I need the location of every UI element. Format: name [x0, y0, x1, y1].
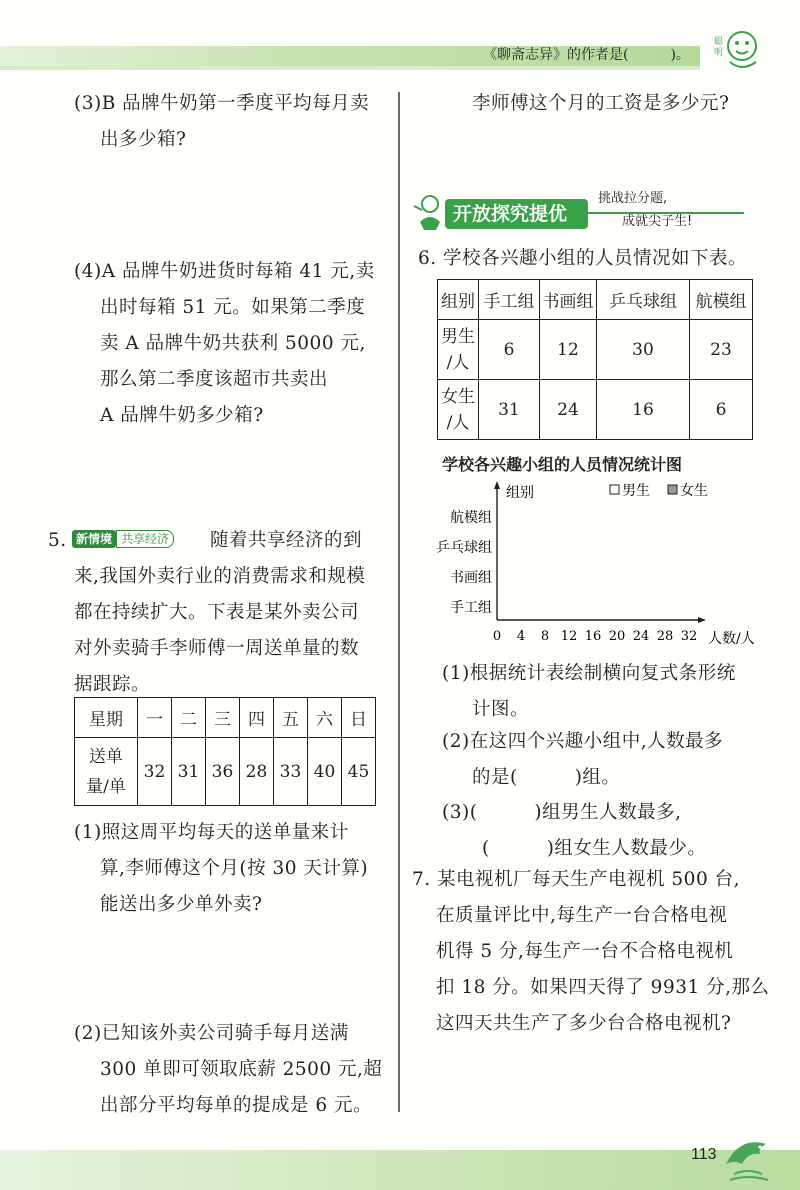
- q5-line-4: 对外卖骑手李师傅一周送单量的数: [74, 638, 360, 659]
- category-label: 航模组: [450, 510, 492, 526]
- table-header-cell: 航模组: [690, 280, 753, 320]
- q7-line-1: 7. 某电视机厂每天生产电视机 500 台,: [412, 869, 740, 890]
- q3-line-2: 出多少箱?: [100, 129, 187, 150]
- explorer-mascot-icon: [412, 192, 446, 232]
- q4-line-2: 出时每箱 51 元。如果第二季度: [100, 297, 366, 318]
- q7-line-2: 在质量评比中,每生产一台合格电视: [436, 905, 728, 926]
- page-number: 113: [691, 1146, 717, 1163]
- x-axis-label: 人数/人: [708, 631, 755, 645]
- table-cell: 36: [206, 738, 240, 806]
- table-row: [75, 698, 376, 738]
- q5-2-continuation: 李师傅这个月的工资是多少元?: [472, 93, 730, 114]
- mascot-icon: [712, 22, 764, 74]
- banner-note-2: 成就尖子生!: [622, 214, 693, 229]
- q5-2-line-2: 300 单即可领取底薪 2500 元,超: [100, 1059, 383, 1080]
- table-cell: 33: [274, 738, 308, 806]
- table-row-label: [438, 320, 479, 380]
- q4-line-3: 卖 A 品牌牛奶共获利 5000 元,: [100, 333, 366, 354]
- table-cell: 6: [690, 380, 753, 440]
- table-cell: 40: [308, 738, 342, 806]
- x-tick-label: 16: [584, 629, 602, 644]
- table-row-label: [75, 738, 138, 806]
- table-row: [438, 280, 753, 320]
- q6-1-line-2: 计图。: [472, 699, 530, 720]
- q5-line-5: 据跟踪。: [74, 674, 151, 695]
- header-band-line: [0, 66, 700, 70]
- interest-group-table: [437, 279, 753, 440]
- table-cell: 45: [342, 738, 376, 806]
- q3-line-1: (3)B 品牌牛奶第一季度平均每月卖: [74, 93, 370, 114]
- table-header-cell: 书画组: [540, 280, 597, 320]
- row-label-line: /人: [446, 412, 470, 433]
- category-label: 书画组: [450, 570, 492, 586]
- table-header-cell: 手工组: [479, 280, 540, 320]
- table-header-cell: 三: [206, 698, 240, 738]
- table-header-cell: 六: [308, 698, 342, 738]
- legend-girls-swatch: [668, 485, 677, 494]
- svg-text:明: 明: [714, 48, 724, 58]
- table-cell: 24: [540, 380, 597, 440]
- q5-line-2: 来,我国外卖行业的消费需求和规模: [74, 566, 366, 587]
- q5-1-line-2: 算,李师傅这个月(按 30 天计算): [100, 858, 369, 879]
- q5-line-1: 随着共享经济的到: [210, 530, 363, 551]
- legend-girls-label: 女生: [680, 483, 708, 499]
- svg-text:聪: 聪: [714, 37, 724, 47]
- q5-1-line-1: (1)照这周平均每天的送单量来计: [74, 822, 349, 843]
- q7-line-5: 这四天共生产了多少台合格电视机?: [436, 1013, 732, 1034]
- table-row: [438, 380, 753, 440]
- q5-number: 5.: [48, 530, 67, 551]
- column-divider: [398, 92, 400, 1112]
- delivery-table: [74, 697, 376, 806]
- table-cell: 16: [597, 380, 690, 440]
- table-cell: 23: [690, 320, 753, 380]
- table-cell: 28: [240, 738, 274, 806]
- q5-2-line-1: (2)已知该外卖公司骑手每月送满: [74, 1023, 349, 1044]
- q6-3-line-2: ( )组女生人数最少。: [482, 838, 707, 859]
- q6-1-line-1: (1)根据统计表绘制横向复式条形统: [442, 663, 736, 684]
- table-cell: 30: [597, 320, 690, 380]
- table-header-cell: 星期: [75, 698, 138, 738]
- row-label-line: 男生: [441, 326, 475, 347]
- table-row: [75, 738, 376, 806]
- x-tick-label: 20: [608, 629, 626, 644]
- chart-title: 学校各兴趣小组的人员情况统计图: [442, 455, 683, 474]
- table-cell: 31: [172, 738, 206, 806]
- category-label: 乒乓球组: [436, 540, 492, 556]
- table-cell: 31: [479, 380, 540, 440]
- explore-banner: 开放探究提优: [445, 199, 588, 229]
- q6-2-line-1: (2)在这四个兴趣小组中,人数最多: [442, 731, 724, 752]
- q5-line-3: 都在持续扩大。下表是某外卖公司: [74, 602, 360, 623]
- q7-line-4: 扣 18 分。如果四天得了 9931 分,那么: [436, 977, 770, 998]
- row-label-line: 量/单: [86, 776, 126, 797]
- q5-tags: [72, 528, 174, 548]
- table-header-cell: 日: [342, 698, 376, 738]
- x-tick-label: 12: [560, 629, 578, 644]
- q4-line-5: A 品牌牛奶多少箱?: [100, 405, 264, 426]
- x-tick-label: 0: [492, 629, 502, 644]
- banner-note-1: 挑战拉分题,: [598, 191, 668, 206]
- x-tick-label: 28: [656, 629, 674, 644]
- q4-line-1: (4)A 品牌牛奶进货时每箱 41 元,卖: [74, 261, 375, 282]
- row-label-line: 送单: [89, 746, 123, 767]
- table-row-label: [438, 380, 479, 440]
- table-header-cell: 组别: [438, 280, 479, 320]
- q5-1-line-3: 能送出多少单外卖?: [100, 894, 263, 915]
- table-header-cell: 二: [172, 698, 206, 738]
- row-label-line: /人: [446, 352, 470, 373]
- x-tick-label: 32: [680, 629, 698, 644]
- table-header-cell: 四: [240, 698, 274, 738]
- q5-2-line-3: 出部分平均每单的提成是 6 元。: [100, 1095, 373, 1116]
- bar-chart: [410, 475, 770, 645]
- table-cell: 12: [540, 320, 597, 380]
- legend-boys-swatch: [610, 485, 619, 494]
- q6-title: 6. 学校各兴趣小组的人员情况如下表。: [418, 248, 748, 269]
- table-cell: 32: [138, 738, 172, 806]
- sharing-economy-tag: 共享经济: [116, 530, 174, 548]
- x-axis-arrow: [698, 617, 706, 623]
- y-axis-arrow: [494, 481, 500, 489]
- category-label: 手工组: [450, 600, 492, 616]
- x-tick-label: 24: [632, 629, 650, 644]
- q6-2-line-2: 的是( )组。: [472, 767, 621, 788]
- table-header-cell: 乒乓球组: [597, 280, 690, 320]
- row-label-line: 女生: [441, 386, 475, 407]
- x-tick-label: 4: [516, 629, 526, 644]
- table-header-cell: 一: [138, 698, 172, 738]
- q7-line-3: 机得 5 分,每生产一台不合格电视机: [436, 941, 734, 962]
- table-header-cell: 五: [274, 698, 308, 738]
- new-context-tag: 新情境: [72, 530, 116, 548]
- x-tick-label: 8: [540, 629, 550, 644]
- y-axis-label: 组别: [506, 485, 534, 501]
- dolphin-icon: [720, 1130, 776, 1182]
- table-row: [438, 320, 753, 380]
- legend-boys-label: 男生: [622, 483, 650, 499]
- q4-line-4: 那么第二季度该超市共卖出: [100, 369, 329, 390]
- q6-3-line-1: (3)( )组男生人数最多,: [442, 802, 682, 823]
- table-cell: 6: [479, 320, 540, 380]
- footer-band: [0, 1150, 800, 1190]
- header-question: 《聊斋志异》的作者是( )。: [483, 47, 690, 63]
